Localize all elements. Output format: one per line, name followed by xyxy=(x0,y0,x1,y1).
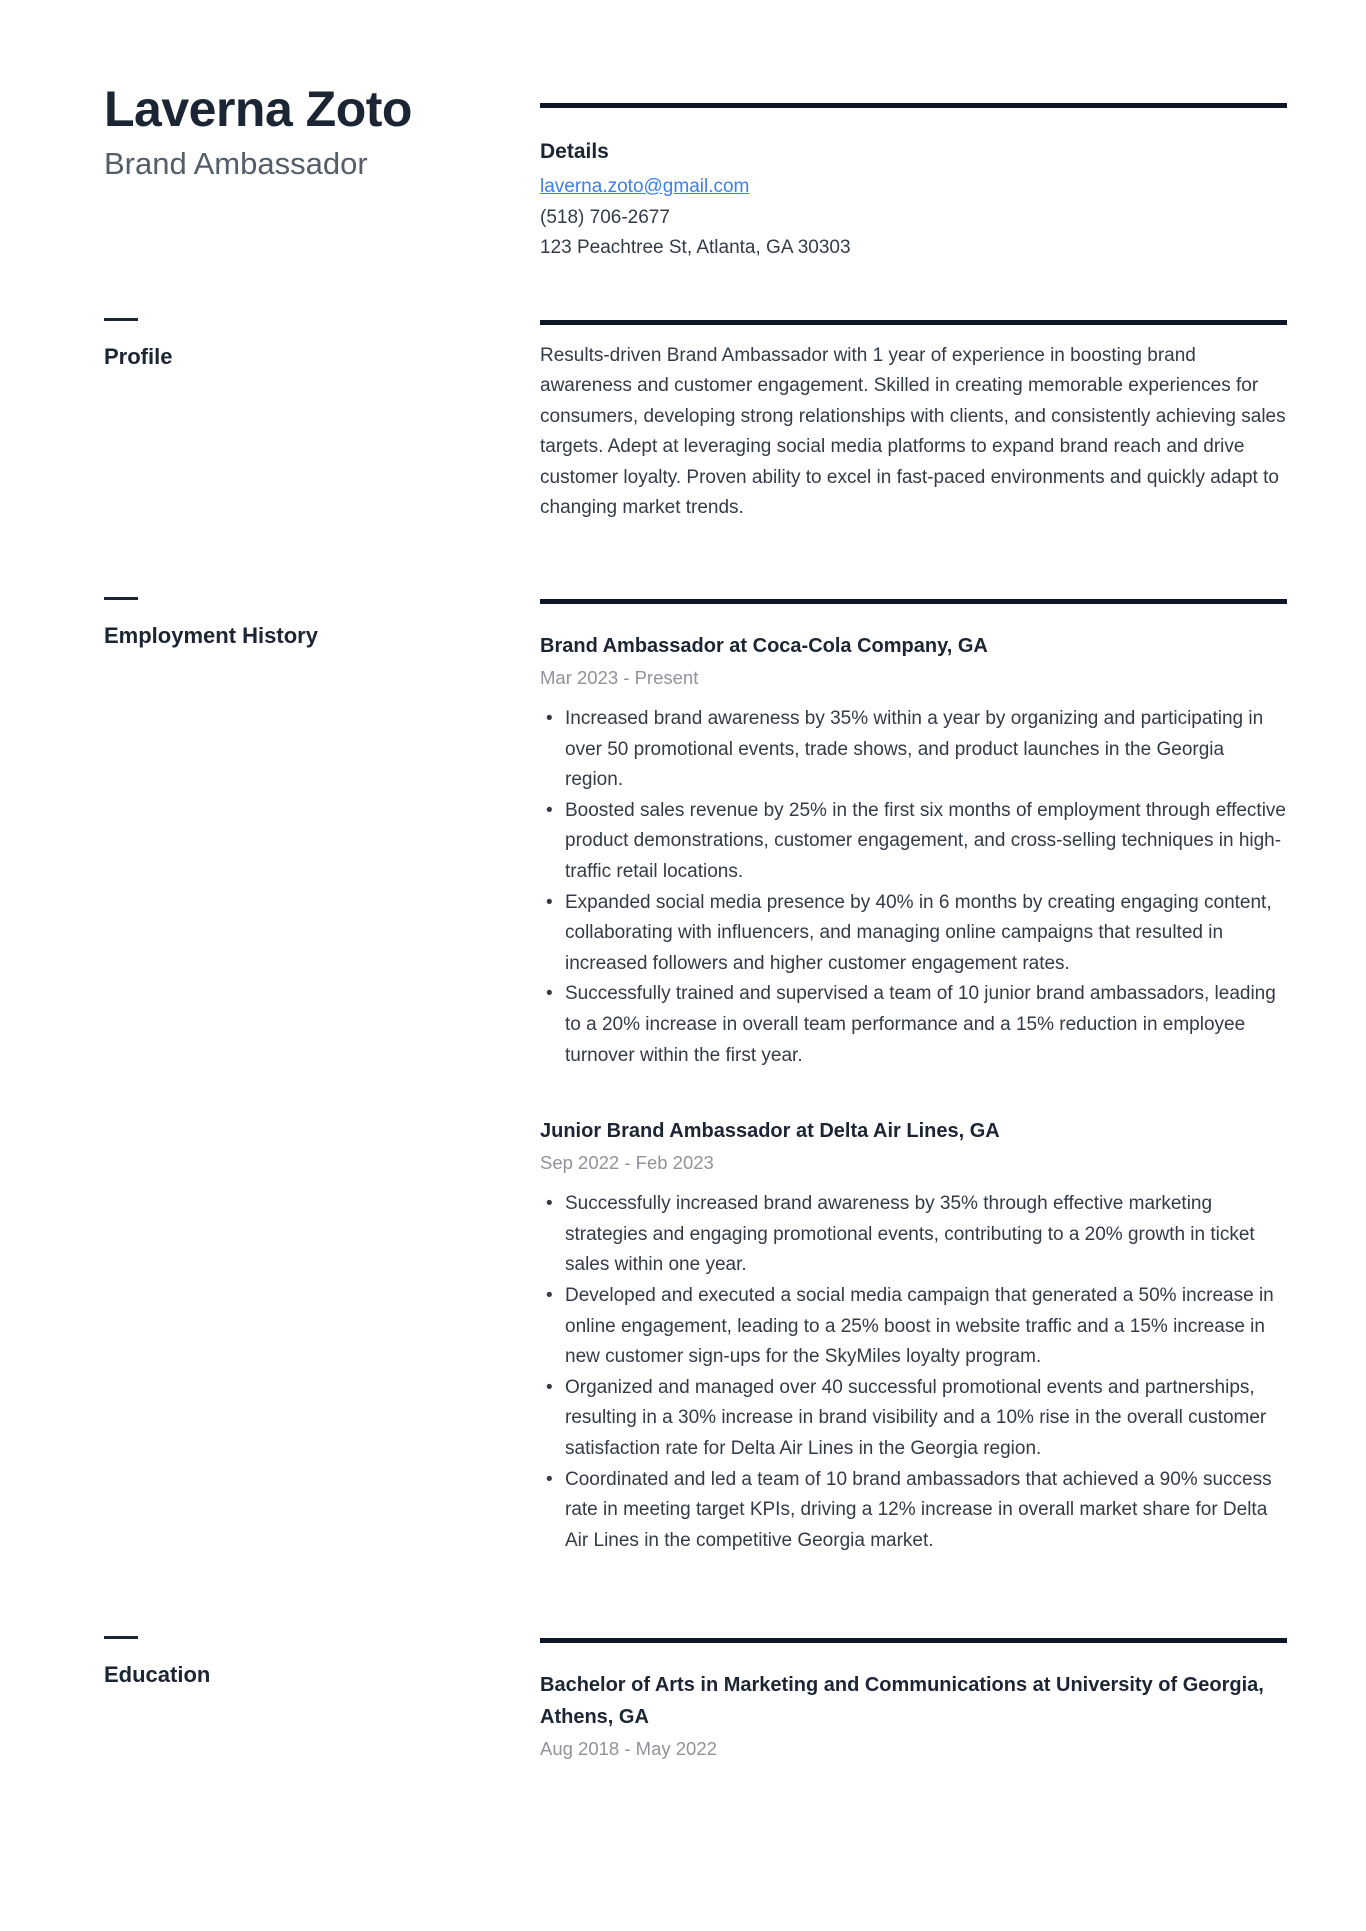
education-content-cell xyxy=(540,1636,1287,1763)
header-left xyxy=(104,80,540,264)
job-bullet: • Boosted sales revenue by 25% in the first six months of employment through effective product demonstrations, customer engagement, and cross-selling techniques in high-traffic retail locations. xyxy=(565,796,1287,888)
section-dash xyxy=(104,597,138,600)
job-title: Junior Brand Ambassador at Delta Air Lines, GA xyxy=(540,1120,1000,1143)
job-bullet: • Successfully increased brand awareness by 35% through effective marketing strategies and engaging promotional events, contributing to a 20% growth in ticket sales within one year. xyxy=(565,1189,1287,1281)
job-bullet: • Successfully trained and supervised a team of 10 junior brand ambassadors, leading to a 20% increase in overall team performance and a 15% reduction in employee turnover within the first year. xyxy=(565,979,1287,1071)
job-bullet: • Increased brand awareness by 35% within a year by organizing and participating in over 50 promotional events, trade shows, and product launches in the Georgia region. xyxy=(565,704,1287,796)
employment-heading: Employment History xyxy=(104,623,318,649)
job-title: Brand Ambassador at Coca-Cola Company, GA xyxy=(540,635,988,658)
person-role: Brand Ambassador xyxy=(104,146,368,181)
section-divider xyxy=(540,599,1287,604)
profile-heading: Profile xyxy=(104,343,173,369)
profile-section xyxy=(104,318,1287,525)
job-bullet: • Organized and managed over 40 successful promotional events and partnerships, resulting in a 30% increase in brand visibility and a 10% rise in the overall customer satisfaction rate for Delta Air Lines in the Georgia region. xyxy=(565,1373,1287,1465)
email-row xyxy=(540,172,1287,203)
job-bullet-list xyxy=(540,1189,1287,1556)
employment-section xyxy=(104,597,1287,1556)
section-divider xyxy=(540,1638,1287,1643)
contact-block xyxy=(540,172,1287,264)
header-row xyxy=(104,80,1287,264)
person-name: Laverna Zoto xyxy=(104,81,412,137)
education-entry xyxy=(540,1669,1287,1763)
employment-label-cell xyxy=(104,597,540,1556)
profile-label-cell xyxy=(104,318,540,525)
education-section xyxy=(104,1636,1287,1763)
employment-content-cell xyxy=(540,597,1287,1556)
phone: (518) 706-2677 xyxy=(540,206,670,228)
profile-content-cell xyxy=(540,318,1287,525)
education-dates: Aug 2018 - May 2022 xyxy=(540,1738,717,1760)
job-entry xyxy=(540,630,1287,1071)
job-dates: Mar 2023 - Present xyxy=(540,667,699,689)
profile-text: Results-driven Brand Ambassador with 1 year of experience in boosting brand awareness and customer engagement. Skilled in creating memorable experiences for consumers, developing strong relationships with clients, and consistently achieving sales targets. Adept at leveraging social media platforms to expand brand reach and drive customer loyalty. Proven ability to excel in fast-paced environments and quickly adapt to changing market trends. xyxy=(540,344,1286,519)
details-divider xyxy=(540,103,1287,108)
email-link[interactable]: laverna.zoto@gmail.com xyxy=(540,176,750,197)
job-entry xyxy=(540,1115,1287,1556)
job-dates: Sep 2022 - Feb 2023 xyxy=(540,1152,714,1174)
education-heading: Education xyxy=(104,1662,211,1688)
section-dash xyxy=(104,1636,138,1639)
header-right xyxy=(540,80,1287,264)
education-label-cell xyxy=(104,1636,540,1763)
section-dash xyxy=(104,318,138,321)
job-bullet: • Coordinated and led a team of 10 brand ambassadors that achieved a 90% success rate in meeting target KPIs, driving a 12% increase in overall market share for Delta Air Lines in the competitive Georgia market. xyxy=(565,1465,1287,1557)
address: 123 Peachtree St, Atlanta, GA 30303 xyxy=(540,237,851,258)
job-bullet: • Developed and executed a social media campaign that generated a 50% increase in online engagement, leading to a 25% boost in website traffic and a 15% increase in new customer sign-ups for the SkyMiles loyalty program. xyxy=(565,1281,1287,1373)
details-heading: Details xyxy=(540,140,609,163)
job-bullet-list xyxy=(540,704,1287,1071)
section-divider xyxy=(540,320,1287,325)
education-degree: Bachelor of Arts in Marketing and Communications at University of Georgia, Athens, GA xyxy=(540,1674,1264,1729)
job-bullet: • Expanded social media presence by 40% in 6 months by creating engaging content, collaborating with influencers, and managing online campaigns that resulted in increased followers and higher customer engagement rates. xyxy=(565,888,1287,980)
